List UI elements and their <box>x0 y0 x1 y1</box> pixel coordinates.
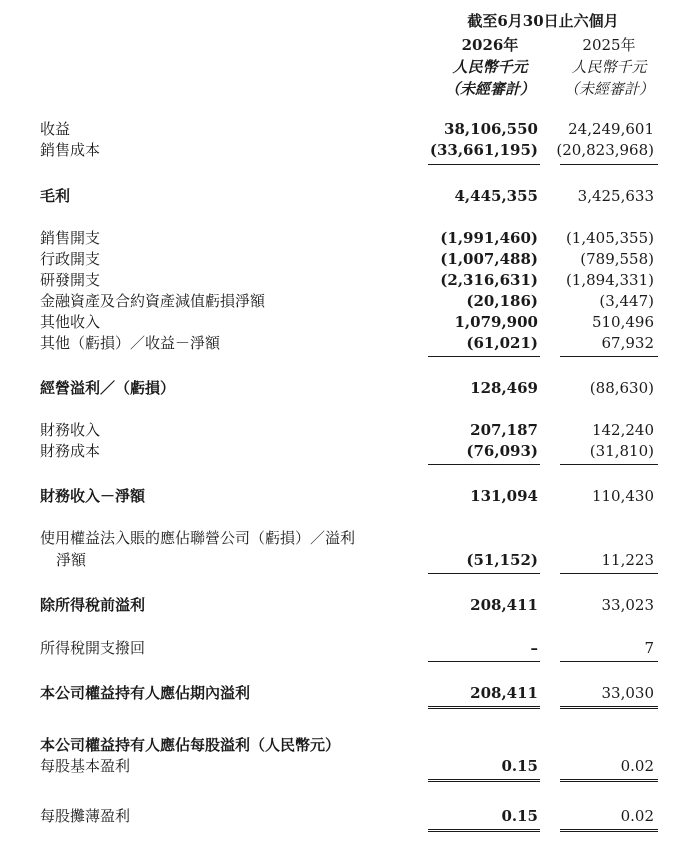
col2-audit-note: （未經審計） <box>563 80 654 98</box>
value-2025: (1,405,355) <box>565 229 654 247</box>
row-label: 行政開支 <box>40 250 101 268</box>
value-2026: 0.15 <box>501 807 538 825</box>
value-2025: 33,030 <box>601 684 654 702</box>
subtotal-rule <box>428 661 540 662</box>
row-label: 淨額 <box>56 551 87 569</box>
row-associates-share-net <box>0 550 690 571</box>
row-label: 經營溢利／（虧損） <box>40 379 176 397</box>
row-label: 每股攤薄盈利 <box>40 807 131 825</box>
value-2026: (51,152) <box>466 551 538 569</box>
value-2025: 24,249,601 <box>568 120 654 138</box>
value-2025: 110,430 <box>591 487 654 505</box>
value-2025: 7 <box>644 639 654 657</box>
total-double-rule <box>428 829 540 835</box>
value-2025: 33,023 <box>601 596 654 614</box>
row-profit-before-tax <box>0 595 690 616</box>
col2-year: 2025年 <box>582 36 636 54</box>
value-2025: 0.02 <box>620 757 654 775</box>
subtotal-rule <box>560 164 658 165</box>
total-double-rule <box>428 706 540 712</box>
row-label: 使用權益法入賬的應佔聯營公司（虧損）／溢利 <box>40 529 356 547</box>
row-associates-share <box>0 528 690 549</box>
subtotal-rule <box>560 661 658 662</box>
value-2025: (789,558) <box>580 250 654 268</box>
value-2026: 1,079,900 <box>454 313 538 331</box>
row-finance-costs <box>0 441 690 462</box>
row-rnd-expenses <box>0 270 690 291</box>
row-income-tax-credit <box>0 638 690 659</box>
col1-audit-note: （未經審計） <box>444 80 535 98</box>
row-label: 金融資產及合約資產減值虧損淨額 <box>40 292 266 310</box>
subtotal-rule <box>428 356 540 357</box>
value-2026: 131,094 <box>470 487 538 505</box>
row-operating-profit <box>0 378 690 399</box>
row-other-income <box>0 312 690 333</box>
subtotal-rule <box>428 573 540 574</box>
value-2026: (1,007,488) <box>440 250 538 268</box>
row-profit-for-period <box>0 683 690 704</box>
row-label: 其他收入 <box>40 313 101 331</box>
row-other-gains-losses <box>0 333 690 354</box>
value-2026: 4,445,355 <box>454 187 538 205</box>
row-label: 銷售成本 <box>40 141 101 159</box>
subtotal-rule <box>560 464 658 465</box>
value-2025: (1,894,331) <box>565 271 654 289</box>
row-label: 毛利 <box>40 187 71 205</box>
subtotal-rule <box>428 164 540 165</box>
value-2026: 208,411 <box>470 684 538 702</box>
col1-year: 2026年 <box>461 36 519 54</box>
col1-currency: 人民幣千元 <box>452 58 528 76</box>
subtotal-rule <box>560 573 658 574</box>
row-cost-of-sales <box>0 140 690 161</box>
row-label: 銷售開支 <box>40 229 101 247</box>
row-finance-income <box>0 420 690 441</box>
row-label: 本公司權益持有人應佔期內溢利 <box>40 684 251 702</box>
value-2025: 3,425,633 <box>577 187 654 205</box>
total-double-rule <box>560 779 658 785</box>
row-label: 財務收入 <box>40 421 101 439</box>
value-2026: 208,411 <box>470 596 538 614</box>
value-2026: (33,661,195) <box>429 141 538 159</box>
col2-currency: 人民幣千元 <box>571 58 647 76</box>
value-2025: (31,810) <box>589 442 654 460</box>
value-2025: 67,932 <box>601 334 654 352</box>
value-2026: 207,187 <box>470 421 538 439</box>
value-2026: (20,186) <box>466 292 538 310</box>
row-label: 除所得稅前溢利 <box>40 596 146 614</box>
value-2025: 0.02 <box>620 807 654 825</box>
value-2026: (2,316,631) <box>440 271 538 289</box>
subtotal-rule <box>428 464 540 465</box>
value-2026: (61,021) <box>466 334 538 352</box>
value-2026: 128,469 <box>470 379 538 397</box>
value-2025: 510,496 <box>591 313 654 331</box>
value-2026: (1,991,460) <box>440 229 538 247</box>
row-label: 其他（虧損）／收益－淨額 <box>40 334 221 352</box>
value-2025: 142,240 <box>591 421 654 439</box>
value-2026: 0.15 <box>501 757 538 775</box>
row-revenue <box>0 119 690 140</box>
value-2026: – <box>530 639 538 657</box>
row-label: 財務成本 <box>40 442 101 460</box>
row-basic-eps <box>0 756 690 777</box>
value-2025: (20,823,968) <box>556 141 654 159</box>
row-label: 收益 <box>40 120 71 138</box>
row-diluted-eps <box>0 806 690 827</box>
total-double-rule <box>560 706 658 712</box>
value-2026: 38,106,550 <box>444 120 538 138</box>
row-admin-expenses <box>0 249 690 270</box>
total-double-rule <box>560 829 658 835</box>
row-label: 研發開支 <box>40 271 101 289</box>
subtotal-rule <box>560 356 658 357</box>
value-2025: 11,223 <box>601 551 654 569</box>
row-gross-profit <box>0 186 690 207</box>
value-2025: (88,630) <box>589 379 654 397</box>
period-header: 截至6月30日止六個月 <box>467 12 619 30</box>
row-label: 所得稅開支撥回 <box>40 639 146 657</box>
row-label: 每股基本盈利 <box>40 757 131 775</box>
row-selling-expenses <box>0 228 690 249</box>
total-double-rule <box>428 779 540 785</box>
row-eps-heading <box>0 735 690 756</box>
value-2025: (3,447) <box>599 292 654 310</box>
row-impairment <box>0 291 690 312</box>
value-2026: (76,093) <box>466 442 538 460</box>
row-finance-income-net <box>0 486 690 507</box>
row-label: 本公司權益持有人應佔每股溢利（人民幣元） <box>40 736 341 754</box>
row-label: 財務收入－淨額 <box>40 487 146 505</box>
